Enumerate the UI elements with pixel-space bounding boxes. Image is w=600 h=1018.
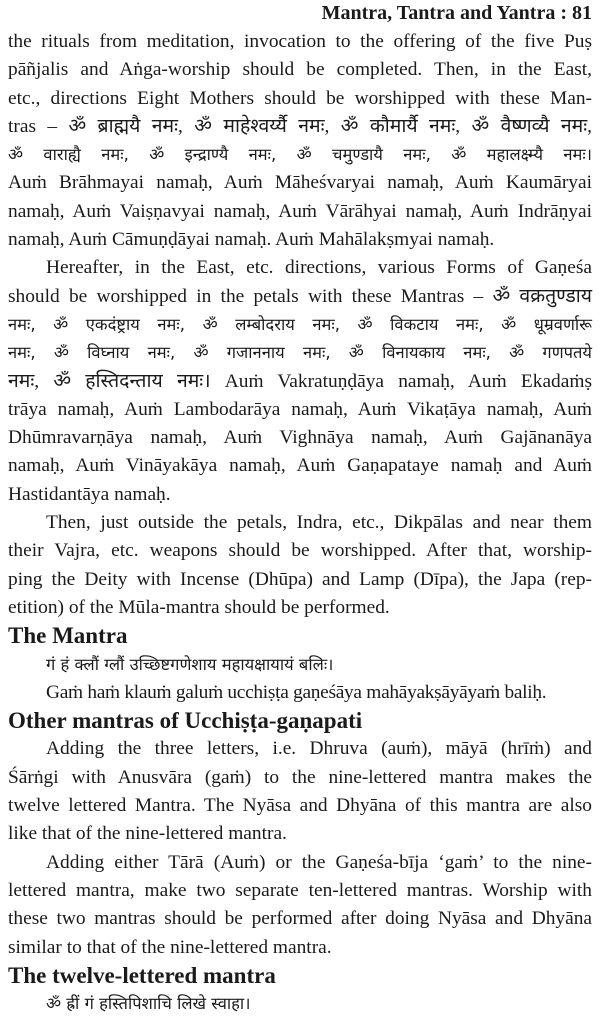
text-line: namaḥ, Auṁ Cāmuṇḍāyai namaḥ. Auṁ Mahālakṣmyai namaḥ.: [8, 229, 495, 251]
text-line: namaḥ, Auṁ Vināyakāya namaḥ, Auṁ Gaṇapataye namaḥ and Auṁ: [8, 455, 592, 477]
text-line: Hastidantāya namaḥ.: [8, 483, 171, 505]
text-line: lettered mantra, make two separate ten-lettered mantras. Worship with: [8, 879, 592, 901]
text-line: Śārṅgi with Anusvāra (gaṁ) to the nine-lettered mantra makes the: [8, 766, 592, 788]
text-line: Then, just outside the petals, Indra, etc., Dikpālas and near them: [46, 512, 592, 534]
paragraph-twelve-lettered: [8, 735, 592, 848]
text-line: Adding the three letters, i.e. Dhruva (auṁ), māyā (hrīṁ) and: [46, 738, 592, 760]
text-line: their Vajra, etc. weapons should be worshipped. After that, worship-: [8, 540, 592, 562]
text-line: similar to that of the nine-lettered mantra.: [8, 936, 332, 958]
text-line: tras – ॐ ब्राह्मयै नमः, ॐ माहेश्वर्य्यै नमः, ॐ कौमार्यै नमः, ॐ वैष्णव्यै नमः,: [8, 115, 592, 137]
text-line: Auṁ Brāhmayai namaḥ, Auṁ Māheśvaryai namaḥ, Auṁ Kaumāryai: [8, 172, 592, 194]
text-line: etc., directions Eight Mothers should be worshipped with these Man-: [8, 87, 592, 109]
section-heading-the-mantra: The Mantra: [8, 623, 128, 649]
text-line: नमः, ॐ हस्तिदन्ताय नमः। Auṁ Vakratuṇḍāya namaḥ, Auṁ Ekadaṁṣ: [8, 370, 592, 392]
text-line: Adding either Tārā (Auṁ) or the Gaṇeśa-bīja ‘gaṁ’ to the nine-: [46, 851, 592, 873]
text-line: should be worshipped in the petals with these Mantras – ॐ वक्रतुण्डाय: [8, 285, 592, 307]
section-heading-other-mantras: Other mantras of Ucchiṣṭa-gaṇapati: [8, 708, 363, 734]
running-head: Mantra, Tantra and Yantra : 81: [321, 2, 592, 24]
text-line: ping the Deity with Incense (Dhūpa) and Lamp (Dīpa), the Japa (rep-: [8, 568, 592, 590]
text-line: namaḥ, Auṁ Vaiṣṇavyai namaḥ, Auṁ Vārāhyai namaḥ, Auṁ Indrāṇyai: [8, 200, 592, 222]
paragraph-dikpalas: [8, 509, 592, 622]
text-line: like that of the nine-lettered mantra.: [8, 823, 287, 845]
paragraph-eight-mothers: [8, 28, 592, 254]
text-line: pāñjalis and Aṅga-worship should be completed. Then, in the East,: [8, 59, 592, 81]
text-line: these two mantras should be performed after doing Nyāsa and Dhyāna: [8, 908, 592, 930]
text-line: the rituals from meditation, invocation to the offering of the five Puṣ: [8, 31, 592, 52]
book-page: [8, 0, 592, 1018]
devanagari-line: नमः, ॐ एकदंष्ट्राय नमः, ॐ लम्बोदराय नमः, ॐ विकटाय नमः, ॐ धूम्रवर्णारू: [8, 314, 592, 334]
text-line: Dhūmravarṇāya namaḥ, Auṁ Vighnāya namaḥ, Auṁ Gajānanāya: [8, 427, 592, 449]
text-line: Hereafter, in the East, etc. directions, various Forms of Gaṇeśa: [46, 257, 592, 279]
twelve-lettered-devanagari: ॐ ह्रीं गं हस्तिपिशाचि लिखे स्वाहा।: [46, 994, 251, 1014]
devanagari-line: नमः, ॐ विघ्नाय नमः, ॐ गजाननाय नमः, ॐ विनायकाय नमः, ॐ गणपतये: [8, 343, 592, 363]
text-line: etition) of the Mūla-mantra should be performed.: [8, 596, 390, 618]
mantra-devanagari: गं हं क्लौं ग्लौं उच्छिष्टगणेशाय महायक्षायायं बलिः।: [46, 654, 334, 674]
devanagari-line: ॐ वाराह्यै नमः, ॐ इन्द्राण्यै नमः, ॐ चमुण्डायै नमः, ॐ महालक्ष्म्यै नमः।: [8, 145, 592, 165]
paragraph-ten-lettered: [8, 849, 592, 962]
mantra-transliteration: Gaṁ haṁ klauṁ galuṁ ucchiṣṭa gaṇeśāya mahāyakṣāyāyaṁ baliḥ.: [46, 681, 547, 703]
section-heading-twelve-lettered: The twelve-lettered mantra: [8, 962, 276, 988]
text-line: twelve lettered Mantra. The Nyāsa and Dhyāna of this mantra are also: [8, 795, 592, 817]
text-line: trāya namaḥ, Auṁ Lambodarāya namaḥ, Auṁ Vikaṭāya namaḥ, Auṁ: [8, 398, 592, 420]
paragraph-ganesa-forms: [8, 254, 592, 509]
